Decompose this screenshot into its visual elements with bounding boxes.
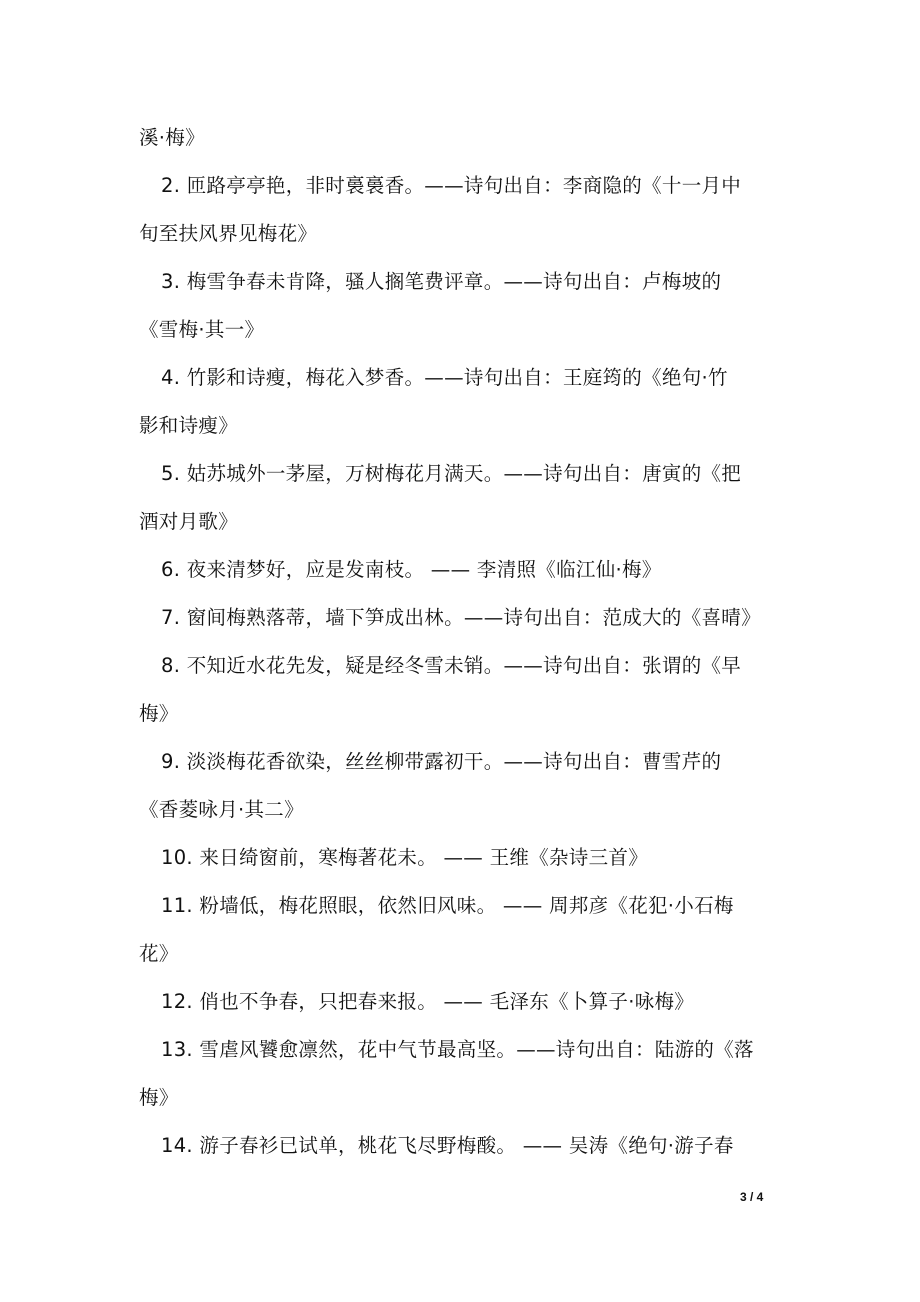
text-line: 2. 匝路亭亭艳，非时裛裛香。——诗句出自：李商隐的《十一月中: [161, 174, 742, 197]
text-line: 3. 梅雪争春未肯降，骚人搁笔费评章。——诗句出自：卢梅坡的: [161, 270, 722, 293]
text-line: 《香菱咏月·其二》: [139, 798, 304, 821]
text-line: 5. 姑苏城外一茅屋，万树梅花月满天。——诗句出自：唐寅的《把: [161, 462, 742, 485]
text-line: 旬至扶风界见梅花》: [139, 222, 318, 245]
text-line: 11. 粉墙低，梅花照眼，依然旧风味。 —— 周邦彦《花犯·小石梅: [161, 894, 734, 917]
text-line: 酒对月歌》: [139, 510, 239, 533]
text-line: 6. 夜来清梦好，应是发南枝。 —— 李清照《临江仙·梅》: [161, 558, 662, 581]
text-line: 10. 来日绮窗前，寒梅著花未。 —— 王维《杂诗三首》: [161, 846, 649, 869]
text-line: 4. 竹影和诗瘦，梅花入梦香。——诗句出自：王庭筠的《绝句·竹: [161, 366, 728, 389]
text-line: 7. 窗间梅熟落蒂，墙下笋成出林。——诗句出自：范成大的《喜晴》: [161, 606, 761, 629]
text-line: 12. 俏也不争春，只把春来报。 —— 毛泽东《卜算子·咏梅》: [161, 990, 695, 1013]
poem-list: [139, 114, 782, 1170]
text-line: 《雪梅·其一》: [139, 318, 265, 341]
text-line: 13. 雪虐风饕愈凛然，花中气节最高坚。——诗句出自：陆游的《落: [161, 1038, 754, 1061]
page-number: 3 / 4: [740, 1190, 764, 1204]
text-line: 溪·梅》: [139, 126, 205, 149]
text-line: 8. 不知近水花先发，疑是经冬雪未销。——诗句出自：张谓的《早: [161, 654, 742, 677]
text-line: 14. 游子春衫已试单，桃花飞尽野梅酸。 —— 吴涛《绝句·游子春: [161, 1134, 734, 1157]
text-line: 花》: [139, 942, 179, 965]
text-line: 梅》: [139, 1086, 179, 1109]
text-line: 9. 淡淡梅花香欲染，丝丝柳带露初干。——诗句出自：曹雪芹的: [161, 750, 722, 773]
text-line: 梅》: [139, 702, 179, 725]
text-line: 影和诗瘦》: [139, 414, 239, 437]
